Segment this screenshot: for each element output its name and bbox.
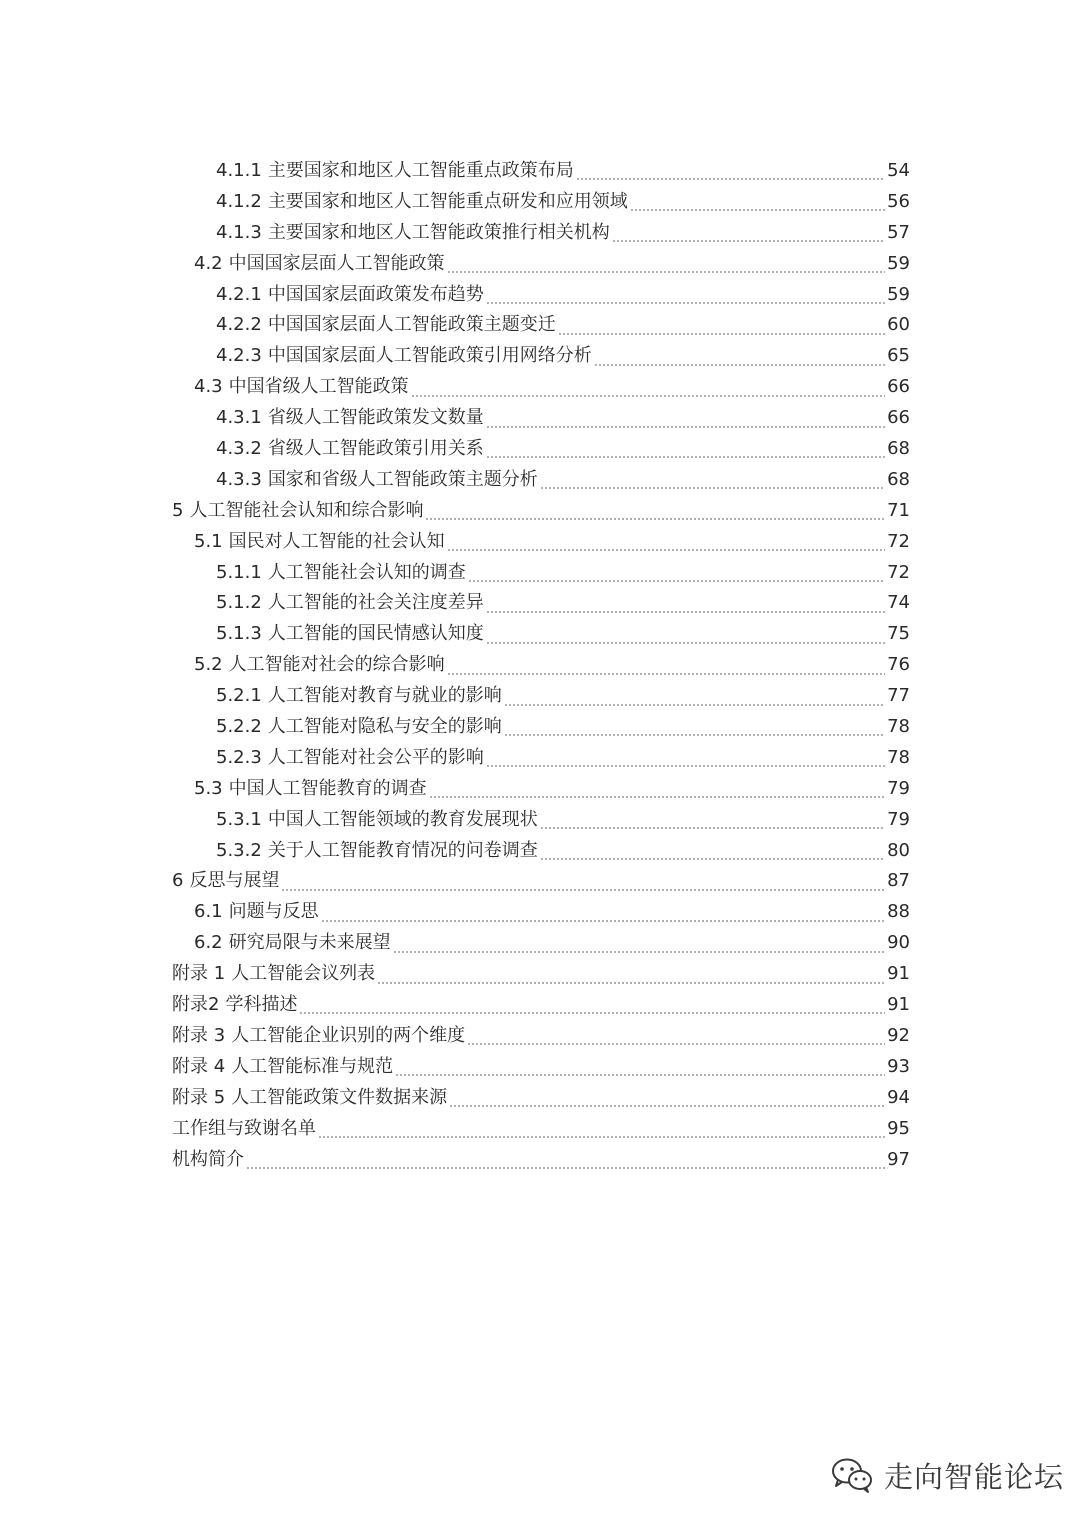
toc-entry-title: 主要国家和地区人工智能重点研发和应用领域 bbox=[267, 190, 628, 212]
toc-entry-page: 60 bbox=[887, 314, 910, 336]
dot-leader bbox=[504, 717, 885, 737]
toc-entry-title: 人工智能会议列表 bbox=[231, 963, 376, 985]
toc-entry-title: 中国国家层面人工智能政策 bbox=[228, 252, 445, 274]
toc-entry[interactable] bbox=[172, 866, 910, 897]
toc-entry[interactable] bbox=[172, 527, 910, 558]
toc-entry-title: 人工智能社会认知的调查 bbox=[267, 561, 466, 583]
toc-entry-page: 71 bbox=[887, 499, 910, 521]
toc-entry[interactable] bbox=[172, 588, 910, 619]
toc-entry-number: 6 bbox=[172, 870, 184, 892]
toc-entry[interactable] bbox=[172, 774, 910, 805]
toc-entry-page: 80 bbox=[887, 839, 910, 861]
dot-leader bbox=[630, 192, 885, 212]
dot-leader bbox=[321, 903, 885, 923]
toc-entry-title: 人工智能企业识别的两个维度 bbox=[231, 1024, 466, 1046]
toc-entry-page: 88 bbox=[887, 901, 910, 923]
toc-entry-number: 4.2 bbox=[194, 252, 223, 274]
toc-entry-page: 94 bbox=[887, 1086, 910, 1108]
toc-entry-title: 人工智能对社会的综合影响 bbox=[228, 654, 445, 676]
dot-leader bbox=[486, 748, 885, 768]
toc-entry-title: 人工智能的社会关注度差异 bbox=[267, 592, 484, 614]
dot-leader bbox=[576, 161, 885, 181]
toc-entry-title: 人工智能的国民情感认知度 bbox=[267, 623, 484, 645]
toc-entry-page: 93 bbox=[887, 1055, 910, 1077]
toc-entry-title: 主要国家和地区人工智能重点政策布局 bbox=[267, 160, 574, 181]
toc-entry-page: 72 bbox=[887, 561, 910, 583]
toc-entry-number: 5 bbox=[172, 499, 184, 521]
toc-entry[interactable] bbox=[172, 1052, 910, 1083]
toc-entry-number: 4.3.1 bbox=[216, 407, 262, 429]
toc-entry[interactable] bbox=[172, 310, 910, 341]
dot-leader bbox=[449, 1088, 885, 1108]
toc-entry[interactable] bbox=[172, 928, 910, 959]
toc-entry-title: 省级人工智能政策发文数量 bbox=[267, 407, 484, 429]
toc-entry-title: 人工智能社会认知和综合影响 bbox=[189, 499, 424, 521]
toc-entry-page: 79 bbox=[887, 808, 910, 830]
toc-entry[interactable] bbox=[172, 712, 910, 743]
toc-entry-title: 国家和省级人工智能政策主题分析 bbox=[267, 468, 538, 490]
toc-entry-page: 92 bbox=[887, 1024, 910, 1046]
toc-entry[interactable] bbox=[172, 1021, 910, 1052]
toc-entry-title: 反思与展望 bbox=[189, 870, 280, 892]
table-of-contents bbox=[172, 156, 910, 1175]
toc-entry-title: 机构简介 bbox=[172, 1148, 244, 1170]
toc-entry[interactable] bbox=[172, 372, 910, 403]
toc-entry-number: 附录2 bbox=[172, 994, 220, 1016]
toc-entry[interactable] bbox=[172, 249, 910, 280]
toc-entry-title: 中国人工智能教育的调查 bbox=[228, 777, 427, 799]
toc-entry[interactable] bbox=[172, 805, 910, 836]
toc-entry-page: 68 bbox=[887, 468, 910, 490]
toc-entry-page: 59 bbox=[887, 252, 910, 274]
wechat-icon bbox=[830, 1456, 874, 1494]
dot-leader bbox=[486, 439, 885, 459]
toc-entry-number: 4.2.3 bbox=[216, 345, 262, 367]
toc-entry-title: 人工智能对社会公平的影响 bbox=[267, 746, 484, 768]
toc-entry-page: 56 bbox=[887, 190, 910, 212]
toc-entry-title: 人工智能对教育与就业的影响 bbox=[267, 685, 502, 707]
dot-leader bbox=[411, 378, 885, 398]
toc-entry[interactable] bbox=[172, 681, 910, 712]
toc-entry-number: 4.2.2 bbox=[216, 314, 262, 336]
toc-entry-page: 72 bbox=[887, 530, 910, 552]
toc-entry-page: 77 bbox=[887, 685, 910, 707]
dot-leader bbox=[447, 656, 885, 676]
toc-entry[interactable] bbox=[172, 434, 910, 465]
dot-leader bbox=[594, 347, 885, 367]
toc-entry-page: 91 bbox=[887, 963, 910, 985]
toc-entry[interactable] bbox=[172, 156, 910, 187]
toc-entry[interactable] bbox=[172, 959, 910, 990]
dot-leader bbox=[281, 872, 885, 892]
toc-entry[interactable] bbox=[172, 1083, 910, 1114]
toc-entry-title: 研究局限与未来展望 bbox=[228, 932, 391, 954]
toc-entry-number: 附录 4 bbox=[172, 1055, 226, 1077]
toc-entry-number: 4.2.1 bbox=[216, 283, 262, 305]
dot-leader bbox=[425, 501, 885, 521]
toc-entry-title: 中国国家层面人工智能政策引用网络分析 bbox=[267, 345, 592, 367]
toc-entry-number: 4.1.3 bbox=[216, 221, 262, 243]
dot-leader bbox=[486, 409, 885, 429]
toc-entry-number: 6.1 bbox=[194, 901, 223, 923]
dot-leader bbox=[486, 285, 885, 305]
toc-entry-title: 省级人工智能政策引用关系 bbox=[267, 438, 484, 460]
toc-entry-title: 人工智能政策文件数据来源 bbox=[231, 1086, 448, 1108]
toc-entry-number: 6.2 bbox=[194, 932, 223, 954]
toc-entry-page: 75 bbox=[887, 623, 910, 645]
toc-entry[interactable] bbox=[172, 280, 910, 311]
dot-leader bbox=[393, 934, 885, 954]
toc-entry-page: 59 bbox=[887, 283, 910, 305]
toc-entry[interactable] bbox=[172, 403, 910, 434]
dot-leader bbox=[429, 779, 885, 799]
toc-entry-number: 附录 5 bbox=[172, 1086, 226, 1108]
toc-entry-number: 4.1.1 bbox=[216, 160, 262, 181]
dot-leader bbox=[558, 316, 885, 336]
toc-entry-page: 66 bbox=[887, 407, 910, 429]
toc-entry-title: 人工智能对隐私与安全的影响 bbox=[267, 716, 502, 738]
dot-leader bbox=[299, 995, 885, 1015]
toc-entry-number: 4.3.3 bbox=[216, 468, 262, 490]
toc-entry-page: 65 bbox=[887, 345, 910, 367]
toc-entry-number: 5.1.2 bbox=[216, 592, 262, 614]
dot-leader bbox=[246, 1150, 885, 1170]
toc-entry[interactable] bbox=[172, 558, 910, 589]
toc-entry[interactable] bbox=[172, 465, 910, 496]
toc-entry-number: 5.3 bbox=[194, 777, 223, 799]
toc-entry-number: 4.1.2 bbox=[216, 190, 262, 212]
dot-leader bbox=[447, 254, 885, 274]
toc-entry[interactable] bbox=[172, 1114, 910, 1145]
toc-entry-page: 97 bbox=[887, 1148, 910, 1170]
toc-entry-title: 中国国家层面政策发布趋势 bbox=[267, 283, 484, 305]
toc-entry-page: 90 bbox=[887, 932, 910, 954]
toc-entry-page: 78 bbox=[887, 746, 910, 768]
toc-entry[interactable] bbox=[172, 990, 910, 1021]
toc-entry-number: 4.3 bbox=[194, 376, 223, 398]
toc-entry-title: 学科描述 bbox=[225, 994, 298, 1016]
toc-entry-title: 问题与反思 bbox=[228, 901, 319, 923]
toc-entry-number: 5.1.1 bbox=[216, 561, 262, 583]
toc-entry-number: 5.1.3 bbox=[216, 623, 262, 645]
toc-entry[interactable] bbox=[172, 341, 910, 372]
toc-entry[interactable] bbox=[172, 897, 910, 928]
toc-entry-page: 78 bbox=[887, 716, 910, 738]
dot-leader bbox=[377, 965, 885, 985]
dot-leader bbox=[540, 810, 885, 830]
toc-entry[interactable] bbox=[172, 743, 910, 774]
dot-leader bbox=[486, 594, 885, 614]
toc-entry[interactable] bbox=[172, 496, 910, 527]
toc-entry-number: 5.2.2 bbox=[216, 716, 262, 738]
toc-entry-number: 4.3.2 bbox=[216, 438, 262, 460]
toc-entry-number: 5.3.2 bbox=[216, 839, 262, 861]
dot-leader bbox=[504, 687, 885, 707]
toc-entry-number: 5.3.1 bbox=[216, 808, 262, 830]
toc-entry-title: 国民对人工智能的社会认知 bbox=[228, 530, 445, 552]
toc-entry-title: 关于人工智能教育情况的问卷调查 bbox=[267, 839, 538, 861]
toc-entry-page: 95 bbox=[887, 1117, 910, 1139]
toc-entry-page: 68 bbox=[887, 438, 910, 460]
toc-entry-page: 79 bbox=[887, 777, 910, 799]
dot-leader bbox=[447, 532, 885, 552]
toc-entry-title: 中国国家层面人工智能政策主题变迁 bbox=[267, 314, 556, 336]
toc-entry-number: 5.1 bbox=[194, 530, 223, 552]
toc-entry-number: 附录 1 bbox=[172, 963, 226, 985]
watermark bbox=[830, 1450, 1064, 1500]
toc-entry-page: 76 bbox=[887, 654, 910, 676]
toc-entry-title: 工作组与致谢名单 bbox=[172, 1117, 316, 1139]
dot-leader bbox=[612, 223, 885, 243]
watermark-text: 走向智能论坛 bbox=[884, 1459, 1065, 1494]
toc-entry-number: 5.2.3 bbox=[216, 746, 262, 768]
toc-entry-title: 中国省级人工智能政策 bbox=[228, 376, 409, 398]
toc-entry-title: 人工智能标准与规范 bbox=[231, 1055, 394, 1077]
dot-leader bbox=[540, 841, 885, 861]
toc-entry-page: 66 bbox=[887, 376, 910, 398]
toc-entry-page: 87 bbox=[887, 870, 910, 892]
toc-entry[interactable] bbox=[172, 836, 910, 867]
toc-entry[interactable] bbox=[172, 187, 910, 218]
toc-entry-title: 中国人工智能领域的教育发展现状 bbox=[267, 808, 538, 830]
toc-entry-page: 57 bbox=[887, 221, 910, 243]
dot-leader bbox=[540, 470, 885, 490]
dot-leader bbox=[468, 563, 885, 583]
toc-entry-number: 5.2.1 bbox=[216, 685, 262, 707]
toc-entry-number: 5.2 bbox=[194, 654, 223, 676]
toc-entry-title: 主要国家和地区人工智能政策推行相关机构 bbox=[267, 221, 610, 243]
toc-entry-page: 54 bbox=[887, 160, 910, 181]
toc-entry[interactable] bbox=[172, 619, 910, 650]
toc-entry-number: 附录 3 bbox=[172, 1024, 226, 1046]
toc-entry-page: 91 bbox=[887, 994, 910, 1016]
toc-entry[interactable] bbox=[172, 650, 910, 681]
toc-entry[interactable] bbox=[172, 218, 910, 249]
toc-entry[interactable] bbox=[172, 1145, 910, 1176]
dot-leader bbox=[467, 1026, 885, 1046]
dot-leader bbox=[486, 625, 885, 645]
dot-leader bbox=[395, 1057, 885, 1077]
toc-entry-page: 74 bbox=[887, 592, 910, 614]
dot-leader bbox=[318, 1119, 885, 1139]
